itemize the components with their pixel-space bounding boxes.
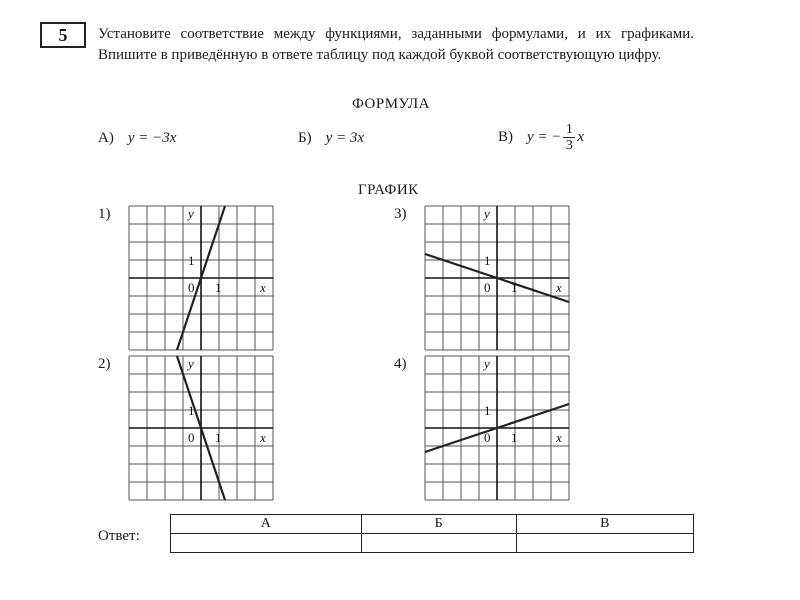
answer-column-b: Б <box>361 515 516 534</box>
graph-label-1: 1) <box>98 206 111 222</box>
formula-v <box>498 122 584 153</box>
fraction-numerator: 1 <box>565 122 573 137</box>
formula-expression: y = −3x <box>127 130 177 146</box>
formula-expression: y = 3x <box>325 130 365 146</box>
formula-letter: Б) <box>298 130 312 146</box>
answer-column-v: В <box>516 515 693 534</box>
formula-heading: ФОРМУЛА <box>352 96 430 112</box>
formula-expression-suffix: x <box>577 129 585 145</box>
y-axis-label: y <box>484 206 490 221</box>
task-text: Установите соответствие между функциями, заданными формулами, и их графиками. Впишите в приведённую в ответе таблицу под каждой буквой соответствующую цифру. <box>98 26 694 63</box>
x-unit-label: 1 <box>511 430 518 445</box>
graph-label-2: 2) <box>98 356 111 372</box>
x-unit-label: 1 <box>215 430 222 445</box>
graph-4 <box>424 355 570 501</box>
formula-b <box>298 130 364 147</box>
origin-label: 0 <box>484 430 491 445</box>
answer-table <box>170 514 694 553</box>
formula-expression-prefix: y = − <box>527 129 562 145</box>
graph-heading: ГРАФИК <box>358 182 419 198</box>
answer-column-a: А <box>171 515 362 534</box>
graph-label-3: 3) <box>394 206 407 222</box>
origin-label: 0 <box>188 280 195 295</box>
answer-label: Ответ: <box>98 528 140 544</box>
x-unit-label: 1 <box>511 280 518 295</box>
fraction-denominator: 3 <box>565 138 573 153</box>
y-axis-label: y <box>484 356 490 371</box>
x-axis-label: x <box>556 280 562 295</box>
y-unit-label: 1 <box>484 253 491 268</box>
x-axis-label: x <box>556 430 562 445</box>
y-unit-label: 1 <box>484 403 491 418</box>
x-axis-label: x <box>260 280 266 295</box>
answer-cell-b[interactable] <box>361 534 516 553</box>
x-axis-label: x <box>260 430 266 445</box>
formula-letter: А) <box>98 130 114 146</box>
formula-a <box>98 130 176 147</box>
y-unit-label: 1 <box>188 253 195 268</box>
task-number: 5 <box>40 22 86 48</box>
y-axis-label: y <box>188 356 194 371</box>
graph-2 <box>128 355 274 501</box>
y-unit-label: 1 <box>188 403 195 418</box>
answer-cell-v[interactable] <box>516 534 693 553</box>
formula-letter: В) <box>498 129 513 145</box>
graph-label-4: 4) <box>394 356 407 372</box>
origin-label: 0 <box>484 280 491 295</box>
x-unit-label: 1 <box>215 280 222 295</box>
fraction <box>563 122 575 153</box>
y-axis-label: y <box>188 206 194 221</box>
answer-cell-a[interactable] <box>171 534 362 553</box>
origin-label: 0 <box>188 430 195 445</box>
graph-1 <box>128 205 274 351</box>
graph-3 <box>424 205 570 351</box>
